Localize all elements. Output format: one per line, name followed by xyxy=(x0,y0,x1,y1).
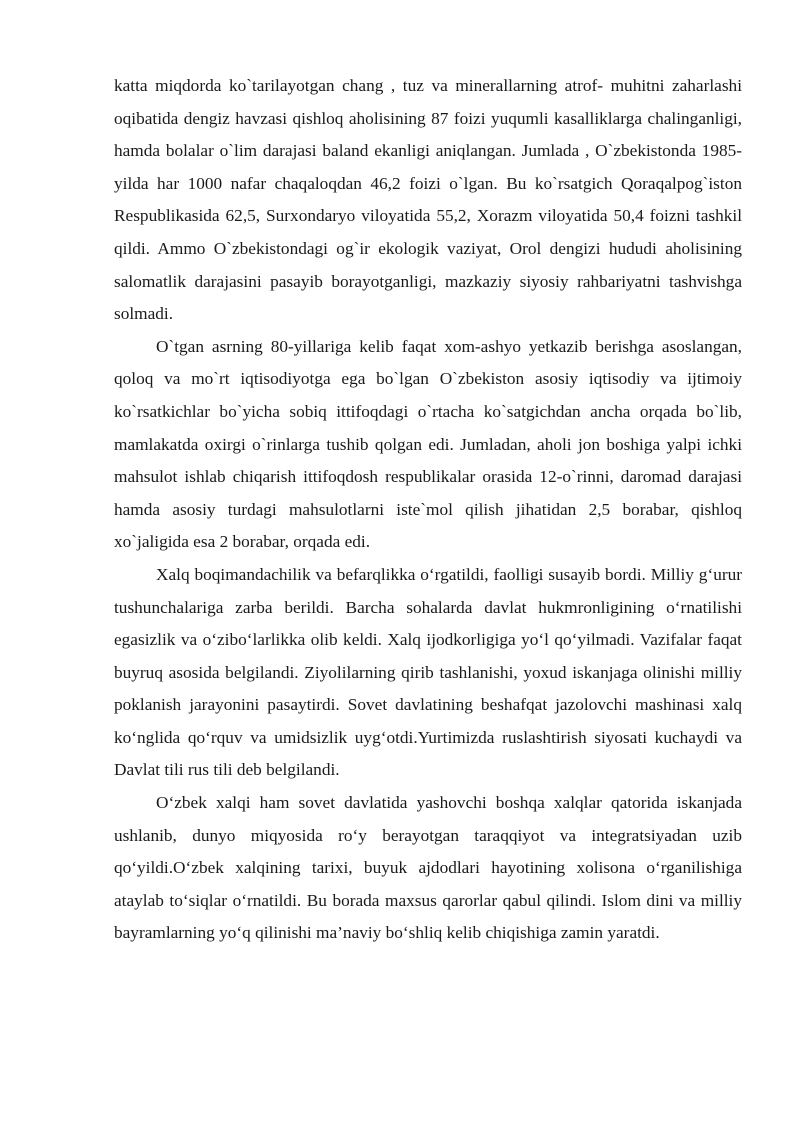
paragraph-economy: O`tgan asrning 80-yillariga kelib faqat xom-ashyo yetkazib berishga asoslangan, qoloq va mo`rt iqtisodiyotga ega bo`lgan O`zbekiston asosiy iqtisodiy va ijtimoiy ko`rsatkichlar bo`yicha sobiq ittifoqdagi o`rtacha ko`satgichdan ancha orqada bo`lib, mamlakatda oxirgi o`rinlarga tushib qolgan edi. Jumladan, aholi jon boshiga yalpi ichki mahsulot ishlab chiqarish ittifoqdosh respublikalar orasida 12-o`rinni, daromad darajasi hamda asosiy turdagi mahsulotlarni iste`mol qilish jihatidan 2,5 borabar, qishloq xo`jaligida esa 2 borabar, orqada edi. xyxy=(114,336,742,552)
document-page xyxy=(114,70,742,950)
paragraph-history: O‘zbek xalqi ham sovet davlatida yashovchi boshqa xalqlar qatorida iskanjada ushlanib, dunyo miqyosida ro‘y berayotgan taraqqiyot va integratsiyadan uzib qo‘yildi.O‘zbek xalqining tarixi, buyuk ajdodlari hayotining xolisona o‘rganilishiga ataylab to‘siqlar o‘rnatildi. Bu borada maxsus qarorlar qabul qilindi. Islom dini va milliy bayramlarning yo‘q qilinishi ma’naviy bo‘shliq kelib chiqishiga zamin yaratdi. xyxy=(114,793,742,943)
paragraph-ecology: katta miqdorda ko`tarilayotgan chang , tuz va minerallarning atrof- muhitni zaharlashi oqibatida dengiz havzasi qishloq aholisining 87 foizi yuqumli kasalliklarga chalinganligi, hamda bolalar o`lim darajasi baland ekanligi aniqlangan. Jumlada , O`zbekistonda 1985-yilda har 1000 nafar chaqaloqdan 46,2 foizi o`lgan. Bu ko`rsatgich Qoraqalpog`iston Respublikasida 62,5, Surxondaryo viloyatida 55,2, Xorazm viloyatida 50,4 foizni tashkil qildi. Ammo O`zbekistondagi og`ir ekologik vaziyat, Orol dengizi hududi aholisining salomatlik darajasini pasayib borayotganligi, mazkaziy siyosiy rahbariyatni tashvishga solmadi. xyxy=(114,76,742,324)
paragraph-society: Xalq boqimandachilik va befarqlikka o‘rgatildi, faolligi susayib bordi. Milliy g‘urur tushunchalariga zarba berildi. Barcha sohalarda davlat hukmronligining o‘rnatilishi egasizlik va o‘zibo‘larlikka olib keldi. Xalq ijodkorligiga yo‘l qo‘yilmadi. Vazifalar faqat buyruq asosida belgilandi. Ziyolilarning qirib tashlanishi, yoxud iskanjaga olinishi milliy poklanish jarayonini pasaytirdi. Sovet davlatining beshafqat jazolovchi mashinasi xalq ko‘nglida qo‘rquv va umidsizlik uyg‘otdi.Yurtimizda ruslashtirish siyosati kuchaydi va Davlat tili rus tili deb belgilandi. xyxy=(114,564,742,780)
